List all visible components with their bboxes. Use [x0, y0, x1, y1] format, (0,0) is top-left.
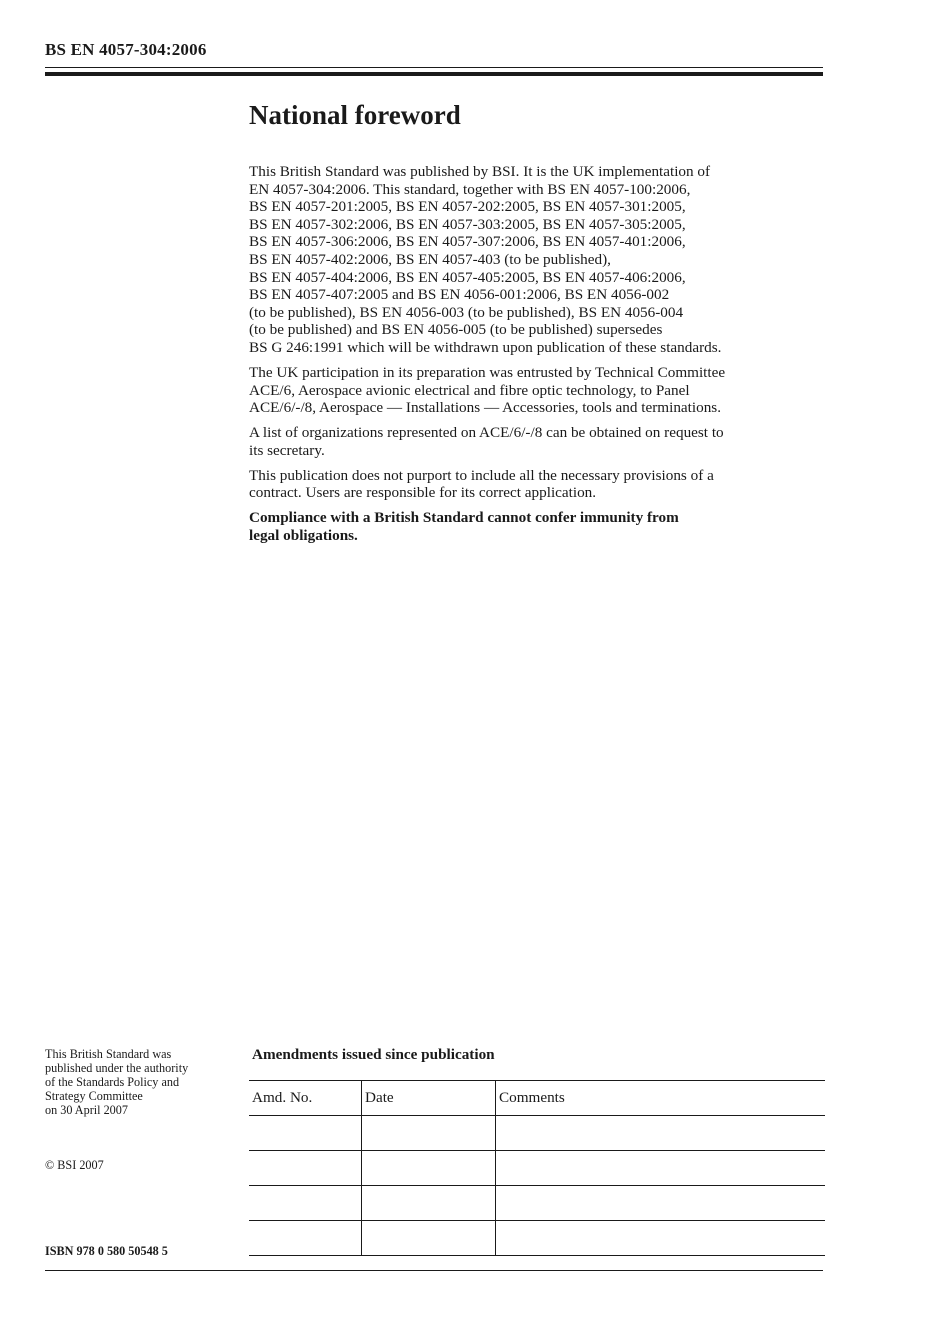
- text-line: its secretary.: [249, 441, 325, 459]
- text-line: BS EN 4057-407:2005 and BS EN 4056-001:2006, BS EN 4056-002: [249, 286, 670, 304]
- table-cell: [249, 1151, 362, 1186]
- note-line: This British Standard was: [45, 1047, 172, 1061]
- text-line: BS EN 4057-404:2006, BS EN 4057-405:2005, BS EN 4057-406:2006,: [249, 268, 686, 286]
- note-line: on 30 April 2007: [45, 1103, 128, 1117]
- text-line: ACE/6, Aerospace avionic electrical and fibre optic technology, to Panel: [249, 381, 690, 399]
- table-cell: [496, 1186, 826, 1221]
- text-line: BS EN 4057-201:2005, BS EN 4057-202:2005, BS EN 4057-301:2005,: [249, 198, 686, 216]
- table-row: [249, 1151, 825, 1186]
- text-line: BS EN 4057-306:2006, BS EN 4057-307:2006, BS EN 4057-401:2006,: [249, 233, 686, 251]
- text-line: EN 4057-304:2006. This standard, together with BS EN 4057-100:2006,: [249, 180, 691, 198]
- table-header-row: [249, 1081, 825, 1116]
- table-cell: [249, 1221, 362, 1256]
- table-row: [249, 1116, 825, 1151]
- text-line: contract. Users are responsible for its correct application.: [249, 484, 597, 502]
- text-line: (to be published) and BS EN 4056-005 (to be published) supersedes: [249, 321, 663, 339]
- text-line: The UK participation in its preparation was entrusted by Technical Committee: [249, 363, 726, 381]
- text-line: legal obligations.: [249, 526, 358, 544]
- document-id: BS EN 4057-304:2006: [45, 40, 207, 59]
- text-line: This publication does not purport to include all the necessary provisions of a: [249, 466, 714, 484]
- paragraph-compliance: [249, 509, 827, 544]
- text-line: BS EN 4057-402:2006, BS EN 4057-403 (to be published),: [249, 250, 611, 268]
- header-rule-thin: [45, 67, 823, 68]
- table-cell: [496, 1116, 826, 1151]
- table-cell: [249, 1186, 362, 1221]
- note-line: published under the authority: [45, 1061, 189, 1075]
- publication-note: [45, 1047, 235, 1117]
- paragraph-supersession: [249, 163, 827, 357]
- paragraph-organizations: [249, 424, 827, 459]
- note-line: Strategy Committee: [45, 1089, 143, 1103]
- isbn-number: ISBN 978 0 580 50548 5: [45, 1244, 168, 1258]
- table-cell: [362, 1221, 496, 1256]
- page-title: National foreword: [249, 100, 461, 130]
- column-header-date: Date: [362, 1081, 496, 1116]
- column-header-comments: Comments: [496, 1081, 826, 1116]
- text-line: ACE/6/-/8, Aerospace — Installations — Accessories, tools and terminations.: [249, 399, 721, 417]
- column-header-amd-no: Amd. No.: [249, 1081, 362, 1116]
- table-row: [249, 1221, 825, 1256]
- paragraph-committee: [249, 364, 827, 417]
- note-line: of the Standards Policy and: [45, 1075, 180, 1089]
- table-row: [249, 1186, 825, 1221]
- text-line: BS EN 4057-302:2006, BS EN 4057-303:2005, BS EN 4057-305:2005,: [249, 215, 686, 233]
- footer-rule: [45, 1270, 823, 1271]
- foreword-body: [249, 163, 827, 552]
- text-line: (to be published), BS EN 4056-003 (to be published), BS EN 4056-004: [249, 303, 684, 321]
- paragraph-provisions: [249, 467, 827, 502]
- copyright-notice: © BSI 2007: [45, 1158, 104, 1172]
- table-cell: [362, 1151, 496, 1186]
- table-cell: [362, 1116, 496, 1151]
- header-rule-thick: [45, 72, 823, 76]
- text-line: Compliance with a British Standard cannot confer immunity from: [249, 509, 679, 527]
- amendments-table: [249, 1080, 825, 1256]
- text-line: A list of organizations represented on ACE/6/-/8 can be obtained on request to: [249, 424, 724, 442]
- amendments-heading: Amendments issued since publication: [252, 1046, 495, 1063]
- text-line: BS G 246:1991 which will be withdrawn upon publication of these standards.: [249, 338, 722, 356]
- table-cell: [496, 1221, 826, 1256]
- table-cell: [496, 1151, 826, 1186]
- table-cell: [249, 1116, 362, 1151]
- table-cell: [362, 1186, 496, 1221]
- text-line: This British Standard was published by BSI. It is the UK implementation of: [249, 163, 711, 180]
